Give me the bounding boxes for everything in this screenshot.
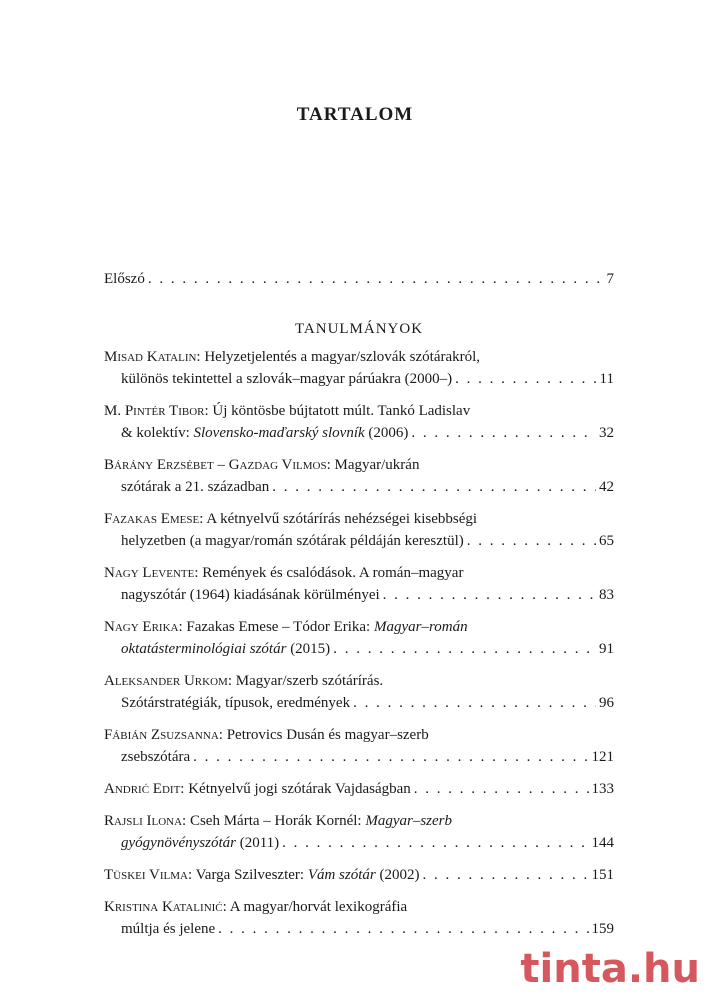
entry-continuation: [104, 530, 614, 552]
page-number: 42: [599, 479, 614, 495]
entry-continuation: [104, 692, 614, 714]
toc-line: [104, 810, 614, 832]
preface-label: Előszó: [104, 271, 145, 287]
toc-line: [104, 778, 614, 800]
page-title: TARTALOM: [296, 104, 414, 125]
dot-leader: [414, 778, 589, 800]
entry-title: múltja és jelene: [121, 921, 216, 937]
entry-title: A magyar/horvát lexikográfia: [229, 899, 408, 915]
entry-title: különös tekintettel a szlovák–magyar párúakra (2000–): [121, 371, 453, 387]
entry-title: (2006): [364, 425, 409, 441]
page-number: 133: [591, 781, 614, 797]
dot-leader: [455, 368, 596, 390]
dot-leader: [193, 746, 588, 768]
entry-author: Aleksander Urkom: [104, 673, 228, 689]
toc-line: [104, 896, 614, 918]
entry-title: szótárak a 21. században: [121, 479, 270, 495]
separator: :: [196, 349, 205, 365]
toc-line: [121, 832, 614, 854]
entry-title: Helyzetjelentés a magyar/szlovák szótárakról,: [204, 349, 481, 365]
toc-entry[interactable]: [104, 810, 614, 854]
entry-author: Rajsli Ilona: [104, 813, 183, 829]
entry-text: [121, 584, 380, 606]
separator: :: [222, 899, 230, 915]
page-number: 121: [591, 749, 614, 765]
entry-text: [104, 778, 411, 800]
entry-author: Andrić Edit: [104, 781, 181, 797]
entry-title: Új köntösbe bújtatott múlt. Tankó Ladislav: [212, 403, 471, 419]
entry-title: A kétnyelvű szótárírás nehézségei kisebbségi: [206, 511, 478, 527]
toc-line: [121, 746, 614, 768]
entry-title: (2002): [375, 867, 420, 883]
entry-author: Misad Katalin: [104, 349, 197, 365]
entry-title: Remények és csalódások. A román–magyar: [202, 565, 464, 581]
entry-text: [121, 832, 279, 854]
separator: :: [182, 813, 190, 829]
page-number: 65: [599, 533, 614, 549]
entry-continuation: [104, 422, 614, 444]
entry-author: Bárány Erzsébet – Gazdag Vilmos: [104, 457, 327, 473]
toc-line: [121, 476, 614, 498]
entry-title: nagyszótár (1964) kiadásának körülményei: [121, 587, 380, 603]
entry-text: [121, 746, 190, 768]
entry-title-italic: gyógynövényszótár: [121, 835, 236, 851]
toc-entry[interactable]: [104, 724, 614, 768]
separator: :: [227, 673, 236, 689]
entry-continuation: [104, 584, 614, 606]
entry-continuation: [104, 368, 614, 390]
entry-text: [121, 476, 269, 498]
toc-entry[interactable]: [104, 670, 614, 714]
toc-line: [104, 616, 614, 638]
entry-title: Magyar/ukrán: [334, 457, 420, 473]
entry-title: helyzetben (a magyar/román szótárak példáján keresztül): [121, 533, 464, 549]
toc-line: [121, 422, 614, 444]
entry-title: Petrovics Dusán és magyar–szerb: [226, 727, 429, 743]
separator: :: [187, 867, 196, 883]
page-number: 11: [599, 371, 614, 387]
separator: :: [194, 565, 203, 581]
toc-entry[interactable]: [104, 616, 614, 660]
page-number: 144: [591, 835, 614, 851]
entry-title-italic: Vám szótár: [307, 867, 376, 883]
entry-title-italic: Magyar–szerb: [365, 813, 452, 829]
toc-line: [104, 562, 614, 584]
entry-continuation: [104, 832, 614, 854]
toc-entry[interactable]: [104, 346, 614, 390]
entry-author: Nagy Levente: [104, 565, 195, 581]
dot-leader: [148, 268, 604, 290]
dot-leader: [282, 832, 588, 854]
page-number: 151: [591, 867, 614, 883]
entry-title: Kétnyelvű jogi szótárak Vajdaságban: [188, 781, 411, 797]
entry-title: Cseh Márta – Horák Kornél:: [189, 813, 366, 829]
dot-leader: [383, 584, 596, 606]
page-number: 83: [599, 587, 614, 603]
toc-entry[interactable]: [104, 562, 614, 606]
entry-title-italic: Magyar–román: [373, 619, 468, 635]
page-number: 7: [606, 271, 614, 287]
entry-title-italic: oktatásterminológiai szótár: [121, 641, 287, 657]
entry-text: [121, 368, 452, 390]
toc-entry[interactable]: [104, 508, 614, 552]
entry-title: Szótárstratégiák, típusok, eredmények: [121, 695, 351, 711]
page-number: 91: [599, 641, 614, 657]
entry-continuation: [104, 638, 614, 660]
section-heading: TANULMÁNYOK: [294, 321, 424, 337]
entry-text: [121, 422, 408, 444]
entry-text: [121, 638, 330, 660]
entry-title: (2011): [235, 835, 280, 851]
dot-leader: [218, 918, 588, 940]
separator: :: [204, 403, 213, 419]
toc-entry[interactable]: [104, 454, 614, 498]
separator: :: [326, 457, 335, 473]
toc-entry[interactable]: [104, 778, 614, 800]
entry-author: Fazakas Emese: [104, 511, 200, 527]
separator: :: [178, 619, 187, 635]
toc-line: [121, 530, 614, 552]
entry-text: [121, 692, 350, 714]
entry-title-italic: Slovensko-maďarský slovník: [193, 425, 365, 441]
separator: :: [180, 781, 189, 797]
entry-author: Fábián Zsuzsanna: [104, 727, 219, 743]
entry-text: [121, 918, 215, 940]
dot-leader: [423, 864, 589, 886]
entry-author: Tüskei Vilma: [104, 867, 188, 883]
entry-continuation: [104, 746, 614, 768]
toc-line: [121, 368, 614, 390]
entry-continuation: [104, 918, 614, 940]
entry-title: (2015): [286, 641, 331, 657]
dot-leader: [411, 422, 596, 444]
page-number: 159: [591, 921, 614, 937]
dot-leader: [467, 530, 596, 552]
toc-line: [121, 918, 614, 940]
toc-line: [121, 692, 614, 714]
toc-line: [104, 670, 614, 692]
entry-title: zsebszótára: [121, 749, 191, 765]
entry-author: M. Pintér Tibor: [104, 403, 205, 419]
toc-line: [121, 638, 614, 660]
dot-leader: [353, 692, 596, 714]
toc-entry[interactable]: [104, 896, 614, 940]
entry-title: Magyar/szerb szótárírás.: [235, 673, 384, 689]
toc-line: [104, 400, 614, 422]
toc-line: [104, 724, 614, 746]
toc-line: [104, 454, 614, 476]
toc-line: [104, 346, 614, 368]
entry-text: [104, 864, 420, 886]
entry-title: Varga Szilveszter:: [195, 867, 308, 883]
table-of-contents: [104, 268, 614, 950]
entry-author: Nagy Erika: [104, 619, 179, 635]
separator: :: [218, 727, 227, 743]
toc-entry-preface[interactable]: [104, 268, 614, 290]
watermark-logo: tinta.hu: [520, 946, 700, 992]
entry-text: [121, 530, 464, 552]
dot-leader: [272, 476, 596, 498]
toc-entry[interactable]: [104, 400, 614, 444]
page-number: 32: [599, 425, 614, 441]
toc-entries: [104, 346, 614, 940]
toc-line: [121, 584, 614, 606]
entry-title: & kolektív:: [121, 425, 194, 441]
page-number: 96: [599, 695, 614, 711]
dot-leader: [333, 638, 596, 660]
toc-line: [104, 864, 614, 886]
separator: :: [199, 511, 207, 527]
toc-line: [104, 508, 614, 530]
entry-title: Fazakas Emese – Tódor Erika:: [186, 619, 374, 635]
toc-entry[interactable]: [104, 864, 614, 886]
entry-author: Kristina Katalinić: [104, 899, 223, 915]
entry-continuation: [104, 476, 614, 498]
